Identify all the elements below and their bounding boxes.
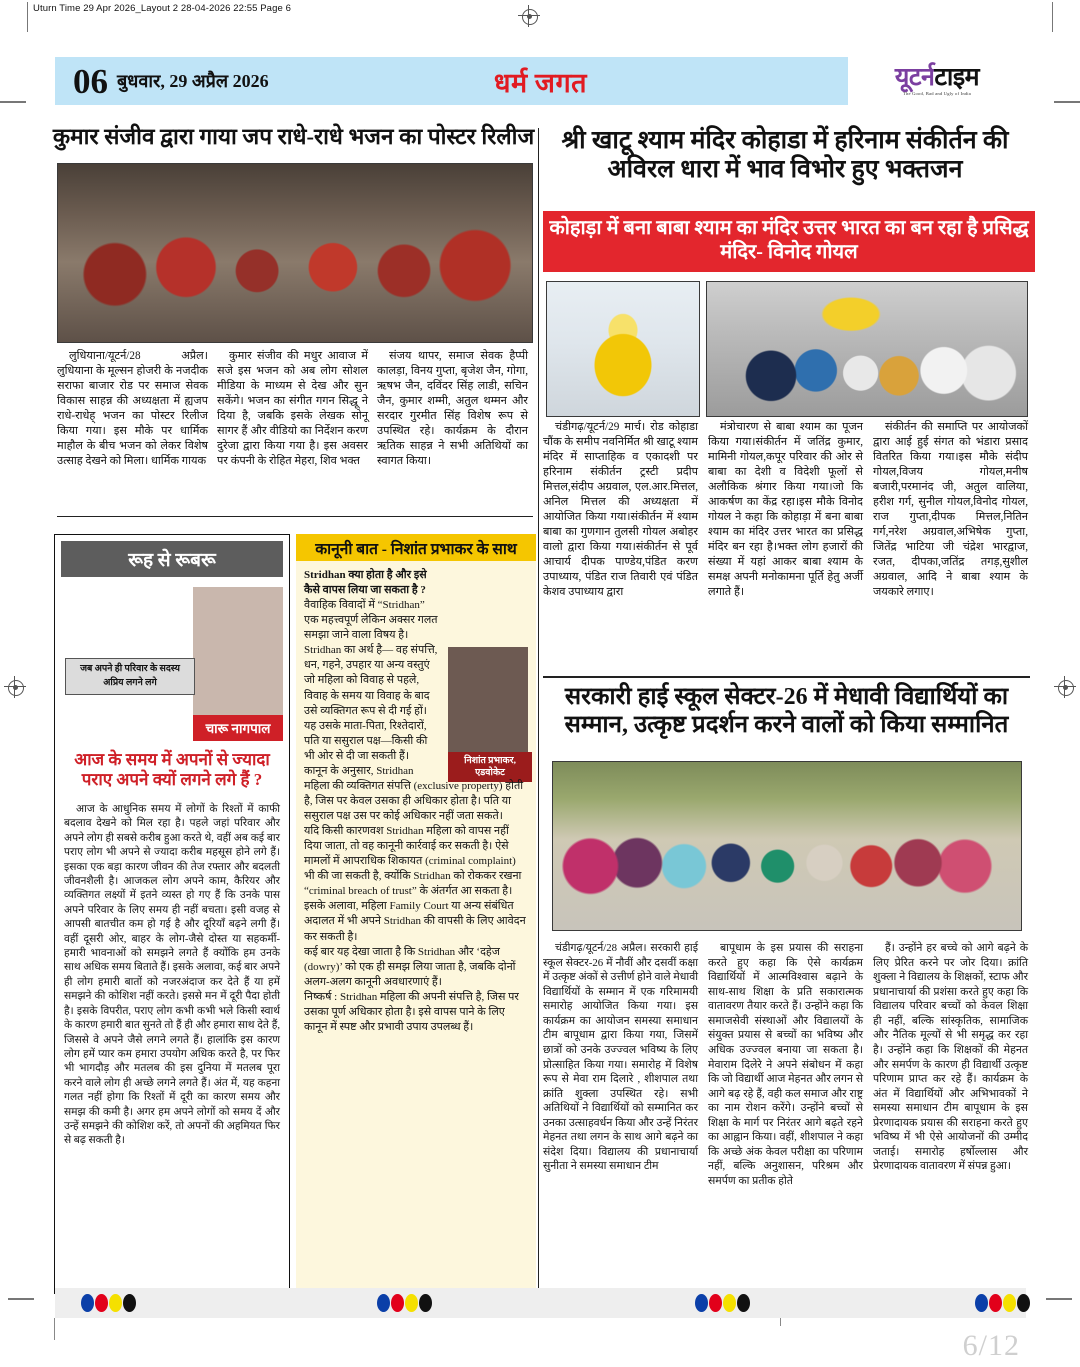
cmyk-dots-group-1 <box>81 1294 136 1312</box>
section-title: धर्म जगत <box>493 67 588 98</box>
left-top-column-1: लुधियाना/यूटर्न/28 अप्रैल। लुधियाना के मूल्सन होजरी के नजदीक सराफा बाजार रोड पर समाज सेवक विकास साहन्न की अध्यक्षता में ह्यजप राधे-राधेह् भजन का पोस्टर रिलीज किया गया। इस मौके पर धार्मिक माहौल के बीच भजन को लेकर विशेष उत्साह देखने को मिला। धार्मिक गायक <box>57 350 208 467</box>
cmyk-dot-cyan <box>377 1294 390 1312</box>
left-top-story-divider <box>57 516 533 517</box>
masthead-date: बुधवार, 29 अप्रैल 2026 <box>117 71 269 91</box>
crop-tick-bottom-vertical-left <box>54 1318 55 1340</box>
cmyk-dots-group-4 <box>975 1294 1030 1312</box>
cmyk-dot-cyan <box>81 1294 94 1312</box>
cmyk-dot-key <box>737 1294 750 1312</box>
cmyk-dot-cyan <box>695 1294 708 1312</box>
left-top-column-2: कुमार संजीव की मधुर आवाज में सजे इस भजन को अब लोग सोशल मीडिया के माध्यम से देख और सुन सकेंगे। भजन का संगीत गगन सिद्धू ने दिया है, जबकि इसके लेखक सोनू सागर हैं और वीडियो का निर्देशन करण दुरेजा द्वारा किया गया है। इस अवसर पर कंपनी के रोहित मेहरा, शिव भक्त <box>217 350 368 467</box>
right-top-column-3: संकीर्तन की समाप्ति पर आयोजकों द्वारा आई हुई संगत को भंडारा प्रसाद वितरित किया गया।इस मौके संदीप गोयल,विजय गोयल,मनीष बजारी,परमानंद जी, अतुल वालिया, हरीश गर्ग, सुनील गोयल,विनोद गोयल, राज गुप्ता,दीपक मित्तल,नितिन गर्ग,नरेश अग्रवाल,अभिषेक गुप्ता, जितेंद्र भाटिया जी चंद्रेश भारद्वाज, रजत, दीपका,जतिंद्र तगड़,सुशील अग्रवाल, आदि ने बाबा श्याम के जयकारे लगाए। <box>873 421 1028 598</box>
crop-tick-right <box>1054 101 1080 103</box>
cmyk-dots-group-3 <box>695 1294 750 1312</box>
cmyk-dot-yellow <box>1003 1294 1016 1312</box>
right-top-headline: श्री खाटू श्याम मंदिर कोहाडा में हरिनाम संकीर्तन की अविरल धारा में भाव विभोर हुए भक्तजन <box>561 127 1009 183</box>
cmyk-dot-cyan <box>975 1294 988 1312</box>
masthead-band <box>55 57 1026 105</box>
cmyk-dot-yellow <box>109 1294 122 1312</box>
right-top-column-1: चंडीगढ़/यूटर्न/29 मार्च। रोड कोहाडा चौंक के समीप नवनिर्मित श्री खाटू श्याम मंदिर में साप्ताहिक व एकादशी पर हरिनाम संकीर्तन ट्रस्टी प्रदीप मित्तल,संदीप अग्रवाल, एल.आर.मित्तल, अनिल मित्तल की अध्यक्षता में आयोजित किया गया।संकीर्तन में श्याम बाबा का गुणगान तुलसी गोयल अबोहर वालो द्वारा किया गया।संकीर्तन से पूर्व आचार्य दीपक पाण्डेय,पंडित करण उपाध्याय, पंडित राज तिवारी एवं पंडित केशव उपाध्याय द्वारा <box>543 421 698 598</box>
right-bottom-columns <box>543 941 1030 1286</box>
registration-mark-left-icon <box>4 676 26 698</box>
right-bottom-column-2: बापूधाम के इस प्रयास की सराहना करते हुए कहा कि ऐसे कार्यक्रम विद्यार्थियों में आत्मविश्वास बढ़ाने के साथ-साथ शिक्षा के प्रति सकारात्मक वातावरण तैयार करते हैं। उन्होंने कहा कि समाजसेवी संस्थाओं और विद्यालयों के संयुक्त प्रयास से बच्चों का भविष्य और अधिक उज्ज्वल बनाया जा सकता है। मेवाराम दिलेरे ने अपने संबोधन में कहा कि जो विद्यार्थी आज मेहनत और लगन से आगे बढ़ रहे हैं, वही कल समाज और राष्ट्र का नाम रोशन करेंगे। उन्होंने बच्चों से शिक्षा के मार्ग पर निरंतर आगे बढ़ते रहने का आह्वान किया। वहीं, शीशपाल ने कहा कि अच्छे अंक केवल परीक्षा का परिणाम नहीं, बल्कि अनुशासन, परिश्रम और समर्पण का प्रतीक होते <box>708 942 863 1187</box>
rooh-article-title: आज के समय में अपनों से ज्यादा पराए अपने क्यों लगने लगे हैं ? <box>74 750 270 790</box>
left-top-column-3: संजय थापर, समाज सेवक हैप्पी कालड़ा, विनय गुप्ता, बृजेश जैन, गोगा, ऋषभ जैन, दविंदर सिंह लाडी, सचिन जैन, कुमार शम्मी, अतुल थम्मन और सरदार गुरमीत सिंह विशेष रूप से उपस्थित रहे। कार्यक्रम के दौरान ऋतिक साहन्न ने सभी अतिथियों का स्वागत किया। <box>377 350 528 467</box>
crop-tick-bottom-left <box>8 1298 34 1300</box>
logo-tagline: The Good, Bad and Ugly of India <box>902 91 972 97</box>
kanoon-question: Stridhan क्या होता है और इसे कैसे वापस लिया जा सकता है ? <box>304 569 427 597</box>
cmyk-dot-magenta <box>391 1294 404 1312</box>
crop-tick-left <box>0 101 26 103</box>
sankirtan-devotees-group-photo <box>706 281 1028 417</box>
rooh-se-roobaroo-panel <box>54 534 290 1294</box>
registration-mark-right-icon <box>1054 676 1076 698</box>
cmyk-dot-magenta <box>95 1294 108 1312</box>
right-top-story-divider <box>543 676 1030 678</box>
cmyk-dots-group-2 <box>377 1294 432 1312</box>
crop-tick-bottom-right <box>1046 1298 1072 1300</box>
print-slugline: Uturn Time 29 Apr 2026_Layout 2 28-04-2026 22:55 Page 6 <box>33 3 291 14</box>
school-students-staff-group-photo <box>552 761 1022 931</box>
logo-text-secondary: टाइम <box>934 63 980 91</box>
rooh-article-body: आज के आधुनिक समय में लोगों के रिश्तों में काफी बदलाव देखने को मिल रहा है। पहले जहां परिवार और अपने लोग ही सबसे करीब हुआ करते थे, वहीं अब कई बार पराए लोग भी अपने से ज्यादा करीब महसूस होने लगे हैं। इसका एक बड़ा कारण जीवन की तेज रफ्तार और बदलती जीवनशैली है। आजकल लोग अपने काम, कैरियर और व्यक्तिगत लक्ष्यों में इतने व्यस्त हो गए हैं कि उनके पास अपने परिवार के लिए समय ही नहीं बचता। इसी वजह से आपसी बातचीत कम हो गई है और दूरियाँ बढ़ने लगी हैं। वहीं दूसरी ओर, बाहर के लोग-जैसे दोस्त या सहकर्मी-हमारी भावनाओं को समझने लगते हैं क्योंकि हम उनके साथ अधिक समय बिताते हैं। इसके अलावा, कई बार अपने ही लोग हमारी बातों को नजरअंदाज कर देते हैं या हमें समझने की कोशिश नहीं करते। इससे मन में दूरी पैदा होती है। इसके विपरीत, पराए लोग कभी कभी भले किसी स्वार्थ के कारण हमारी बात सुनते तो हैं ही और हमारा साथ देते हैं, जिससे वे अपने जैसे लगने लगते हैं। हालांकि इस कारण लोग हमें प्यार कम हमारा उपयोग अधिक करते है, पर फिर भी भागदौड़ और मतलब की इस दुनिया में मतलब पूरा करने वाले लोग ही अच्छे लगने लगते हैं। अंत में, यह कहना गलत नहीं होगा कि रिश्तों में दूरी का कारण समय और समझ की कमी है। अगर हम अपने लोगों को समय दें और उन्हें समझने की कोशिश करें, तो अपनों की अहमियत फिर से बढ़ सकती है। <box>64 804 280 1147</box>
right-top-subheadline: कोहाड़ा में बना बाबा श्याम का मंदिर उत्तर भारत का बन रहा है प्रसिद्ध मंदिर- विनोद गोयल <box>543 211 1035 272</box>
rooh-pull-quote: जब अपने ही परिवार के सदस्य अप्रिय लगने लगे <box>65 658 195 695</box>
cmyk-dot-yellow <box>405 1294 418 1312</box>
cmyk-dot-magenta <box>709 1294 722 1312</box>
cmyk-dot-key <box>419 1294 432 1312</box>
registration-mark-top-icon <box>518 5 540 27</box>
center-column-rule <box>538 128 539 1288</box>
cmyk-dot-key <box>1017 1294 1030 1312</box>
newspaper-logo <box>848 57 1026 105</box>
page-number: 06 <box>73 61 108 101</box>
left-top-headline: कुमार संजीव द्वारा गाया जप राधे-राधे भजन का पोस्टर रिलीज <box>52 124 535 149</box>
khatu-shyam-deity-photo <box>546 281 700 417</box>
slug-rule <box>27 2 28 32</box>
logo-text-primary: यूटर्न <box>894 63 935 91</box>
cmyk-dot-key <box>123 1294 136 1312</box>
cmyk-dot-magenta <box>989 1294 1002 1312</box>
left-top-columns <box>57 349 533 509</box>
right-bottom-headline: सरकारी हाई स्कूल सेक्टर-26 में मेधावी विद्यार्थियों का सम्मान, उत्कृष्ट प्रदर्शन करने वालों को किया सम्मानित <box>564 684 1009 738</box>
right-top-columns <box>543 420 1029 670</box>
kanooni-baat-panel <box>296 534 536 1292</box>
poster-release-group-photo <box>57 163 533 343</box>
cmyk-dot-yellow <box>723 1294 736 1312</box>
crop-right-rule <box>1052 2 1053 32</box>
kanoon-author-caption: निशांत प्रभाकर, एडवोकेट <box>448 752 532 782</box>
right-bottom-column-3: हैं। उन्होंने हर बच्चे को आगे बढ़ने के लिए प्रेरित करने पर जोर दिया। क्रांति शुक्ला ने विद्यालय के शिक्षकों, स्टाफ और प्रधानाचार्या की प्रशंसा करते हुए कहा कि विद्यालय परिवार बच्चों को केवल शिक्षा ही नहीं, बल्कि सांस्कृतिक, सामाजिक और नैतिक मूल्यों से भी समृद्ध कर रहा है। उन्होंने कहा कि शिक्षकों की मेहनत और समर्पण के कारण ही विद्यार्थी उत्कृष्ट परिणाम प्राप्त कर रहे हैं। कार्यक्रम के अंत में विद्यार्थियों और अभिभावकों ने समस्या समाधान टीम बापूधाम के इस प्रेरणादायक प्रयास की सराहना करते हुए भविष्य में भी ऐसे आयोजनों की उम्मीद जताई। समारोह हर्षोल्लास और प्रेरणादायक वातावरण में संपन्न हुआ। <box>873 942 1028 1173</box>
rooh-panel-header: रूह से रूबरू <box>61 541 283 577</box>
right-top-column-2: मंत्रोचारण से बाबा श्याम का पूजन किया गया।संकीर्तन में जतिंद्र कुमार, मामिनी गोयल,कपूर परिवार की ओर से बाबा का देशी व विदेशी फूलों से अलौकिक श्रंगार किया गया।जो कि आकर्षण का केंद्र रहा।इस मौके विनोद गोयल ने कहा कि कोहाड़ा में बना बाबा श्याम का मंदिर उत्तर भारत का प्रसिद्ध मंदिर बन रहा है।भक्त लोग हजारों की संख्या में यहां आकर बाबा श्याम के समक्ष अपनी मनोकामना पूर्ति हेतु अर्जी लगाते हैं। <box>708 421 863 598</box>
cmyk-registration-strip <box>55 1288 1026 1318</box>
page-folio: 6/12 <box>962 1329 1020 1362</box>
charu-nagpal-portrait <box>193 587 283 722</box>
kanoon-article-body: Stridhan क्या होता है और इसे कैसे वापस लिया जा सकता है ? वैवाहिक विवादों में “Stridhan” एक महत्त्वपूर्ण लेकिन अक्सर गलत समझा जाने वाला विषय है। Stridhan का अर्थ है— वह संपत्ति, धन, गहने, उपहार या अन्य वस्तुएं जो महिला को विवाह से पहले, विवाह के समय या विवाह के बाद उसे व्यक्तिगत रूप से दी गई हों। यह उसके माता-पिता, रिश्तेदारों, पति या ससुराल पक्ष—किसी की भी ओर से दी जा सकती हैं। कानून के अनुसार, Stridhan महिला की व्यक्तिगत संपत्ति (exclusive property) होती है, जिस पर केवल उसका ही अधिकार होता है। पति या ससुराल पक्ष उस पर कोई अधिकार नहीं जता सकते। यदि किसी कारणवश Stridhan महिला को वापस नहीं दिया जाता, तो वह कानूनी कार्रवाई कर सकती है। ऐसे मामलों में आपराधिक शिकायत (criminal complaint) भी की जा सकती है, क्योंकि Stridhan को रोककर रखना “criminal breach of trust” के अंतर्गत आ सकता है। इसके अलावा, महिला Family Court या अन्य संबंधित अदालत में भी अपने Stridhan की वापसी के लिए आवेदन कर सकती है। कई बार यह देखा जाता है कि Stridhan और ‘दहेज (dowry)’ को एक ही समझ लिया जाता है, जबकि दोनों अलग-अलग कानूनी अवधारणाएं हैं। निष्कर्ष : Stridhan महिला की अपनी संपत्ति है, जिस पर उसका पूर्ण अधिकार होता है। इसे वापस पाने के लिए कानून में स्पष्ट और प्रभावी उपाय उपलब्ध हैं। <box>304 568 528 1035</box>
rooh-author-name: चारू नागपाल <box>193 715 283 741</box>
kanoon-panel-header: कानूनी बात - निशांत प्रभाकर के साथ <box>296 534 536 561</box>
right-bottom-column-1: चंडीगढ़/यूटर्न/28 अप्रैल। सरकारी हाई स्कूल सेक्टर-26 में नौवीं और दसवीं कक्षा में उत्कृष्ट अंकों से उत्तीर्ण होने वाले मेधावी विद्यार्थियों के सम्मान में एक गरिमामयी समारोह आयोजित किया गया। इस कार्यक्रम का आयोजन समस्या समाधान टीम बापूधाम द्वारा किया गया, जिसमें छात्रों को उनके उज्ज्वल भविष्य के लिए प्रोत्साहित किया गया। समारोह में विशेष रूप से मेवा राम दिलारे , शीशपाल तथा क्रांति शुक्ला उपस्थित रहे। सभी अतिथियों ने विद्यार्थियों को सम्मानित कर उनका उत्साहवर्धन किया और उन्हें निरंतर मेहनत तथा लगन के साथ आगे बढ़ने का संदेश दिया। विद्यालय की प्रधानाचार्या सुनीता ने समस्या समाधान टीम <box>543 942 698 1173</box>
